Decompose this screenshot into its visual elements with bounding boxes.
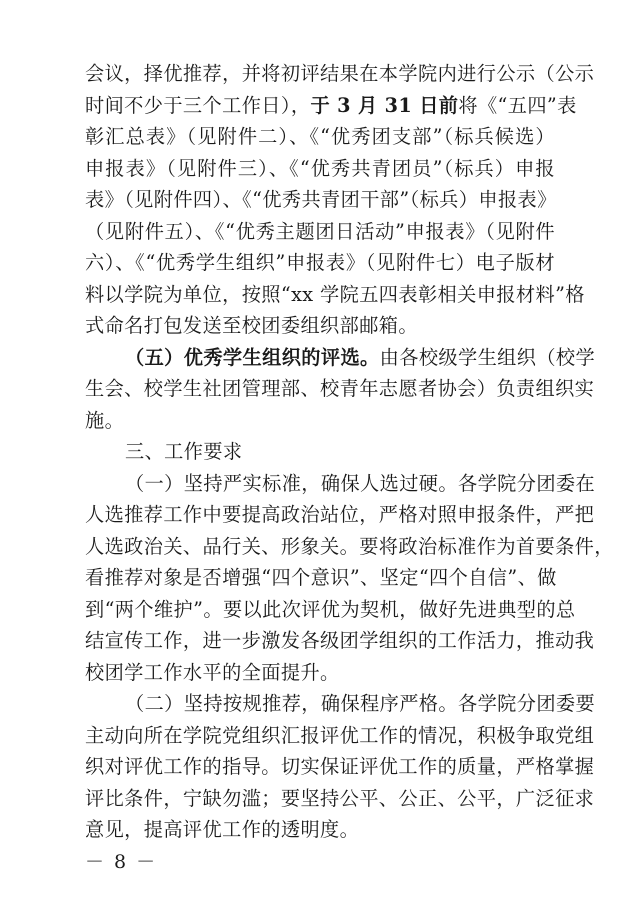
body-text-line: 意见，提高评优工作的透明度。	[85, 818, 360, 841]
body-text-line: 人选政治关、品行关、形象关。要将政治标准作为首要条件，	[85, 534, 614, 558]
page-number: － 8 －	[85, 850, 158, 873]
body-text-line: 会议，择优推荐，并将初评结果在本学院内进行公示（公示	[85, 62, 595, 85]
body-text-line: 评比条件，宁缺勿滥；要坚持公平、公正、公平，广泛征求	[85, 786, 595, 810]
requirement-1-first-line: （一）坚持严实标准，确保人选过硬。各学院分团委在	[125, 471, 596, 495]
body-text-line: 人选推荐工作中要提高政治站位，严格对照申报条件，严把	[85, 503, 595, 526]
body-text-line: 申报表》（见附件三）、《“优秀共青团员”（标兵）申报	[85, 156, 555, 180]
body-text-line: 表》（见附件四）、《“优秀共青团干部”（标兵）申报表》	[85, 188, 557, 211]
body-text-line: （见附件五）、《“优秀主题团日活动”申报表》（见附件	[85, 219, 555, 243]
section5-title: （五）优秀学生组织的评选。	[125, 345, 380, 369]
body-text-line: 彰汇总表》（见附件二）、《“优秀团支部”（标兵候选）	[85, 125, 555, 148]
body-text-line: 看推荐对象是否增强“四个意识”、坚定“四个自信”、做	[85, 566, 557, 589]
section5-first-line	[125, 342, 596, 374]
body-text-line: 六）、《“优秀学生组织”申报表》（见附件七）电子版材	[85, 251, 555, 274]
section5-text: 由各校级学生组织（校学	[379, 345, 596, 369]
body-text-line: 生会、校学生社团管理部、校青年志愿者协会）负责组织实	[85, 377, 595, 400]
body-text-line: 主动向所在学院党组织汇报评优工作的情况，积极争取党组	[85, 723, 595, 747]
section-heading: 三、工作要求	[125, 440, 243, 463]
deadline-bold-text: 于 3 月 31 日前	[310, 93, 459, 117]
requirement-2-first-line: （二）坚持按规推荐，确保程序严格。各学院分团委要	[125, 692, 596, 715]
body-text-line: 式命名打包发送至校团委组织部邮箱。	[85, 314, 418, 337]
line-text-before: 时间不少于三个工作日），	[85, 93, 311, 117]
body-text-line: 织对评优工作的指导。切实保证评优工作的质量，严格掌握	[85, 755, 595, 778]
body-text-line: 施。	[85, 408, 125, 432]
body-text-line: 校团学工作水平的全面提升。	[85, 660, 340, 684]
body-text-line: 料以学院为单位，按照“xx 学院五四表彰相关申报材料”格	[85, 282, 585, 306]
body-text-line: 到“两个维护”。要以此次评优为契机，做好先进典型的总	[85, 597, 576, 621]
line-text-after: 将《“五四”表	[458, 93, 577, 117]
body-text-line	[85, 90, 577, 122]
body-text-line: 结宣传工作，进一步激发各级团学组织的工作活力，推动我	[85, 629, 595, 652]
